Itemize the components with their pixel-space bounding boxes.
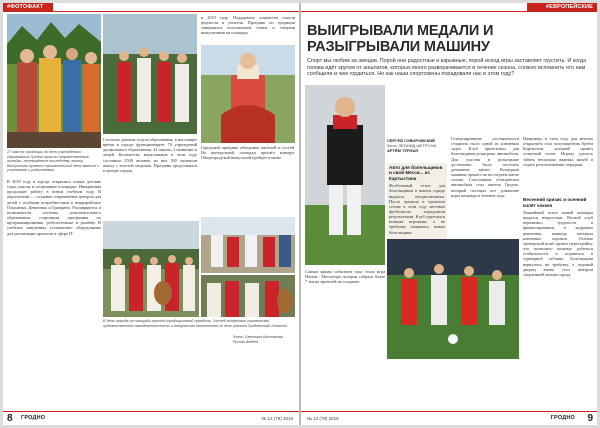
magazine-spread [3, 3, 597, 425]
author-block [387, 138, 447, 153]
section-tag: #ФОТОФАКТ [3, 3, 53, 11]
header-rule [3, 11, 299, 12]
caption-graduates: 27 мая по традиции во всех учреждениях образования Гродно прошли торжественные линейки, посвящённые последнему звонку. Выпускники провели трогательный день вместе с учителями и родителями. [7, 150, 100, 172]
issue-number: № 12 (78) 2019 [307, 416, 339, 421]
right-page [301, 3, 597, 425]
page-number: 8 [7, 413, 13, 424]
article-headline: ВЫИГРЫВАЛИ МЕДАЛИ И РАЗЫГРЫВАЛИ МАШИНУ [307, 23, 494, 55]
photo-festival-crowd [7, 14, 101, 148]
section-tag: #ЕВРОПЕЙСКИЕ ИГРЫ [527, 3, 597, 11]
text-col-right: Городской праздник объединил жителей и гостей. На центральной площади прошёл концерт. Общегородской выпускной пройдёт в июне. [201, 145, 295, 161]
text-col-2: Стимулирование посещаемости стадиона стало одной из ключевых задач. Клуб приготовил для болельщиков розыгрыш автомобиля. Для участия в розыгрыше достаточно было посетить домашние матчи. Розыгрыш машины прошёл на последнем матче сезона. Счастливым обладателем автомобиля стал житель Гродно, который посещал все домашние игры команды в течение года. [451, 136, 519, 198]
brand-name: ГРОДНО [550, 415, 575, 421]
text-col-top-right: в 2019 году. Поддержать лицеистов смогли родители и учителя. Праздник по традиции завершился исполнением гимна и танцами выпускников на площади. [201, 15, 295, 36]
photo-credit-line: Фото: ЛЕОНИД ШЕПТУНА [387, 143, 437, 148]
photo-dancer [201, 45, 295, 143]
right-footer [301, 411, 597, 425]
photo-credit-name: АРТЁМ ТУРЛАЯ [387, 148, 418, 153]
photo-orchestra-right [201, 275, 295, 317]
caption-city-day: В день города на площади прошёл традиционный праздник. Гостей встречали коллективы художественной самодеятельности и творческие коллективы со всех уголков Гродненской области. [103, 319, 288, 328]
issue-number: № 12 (78) 2019 [261, 416, 293, 421]
header-rule [301, 11, 597, 12]
photo-football-player [305, 85, 385, 265]
photo-street-dance [201, 217, 295, 273]
text-col-1-bottom: Самым ярким событием года стала игра Неман - Металлург, которая собрала более 7 тысяч зрителей на стадионе. [305, 269, 385, 285]
subheading-hockey: Весенний кризис и осенний взлёт хоккея [523, 197, 587, 208]
text-col-middle: Согласно данным отдела образования, в настоящее время в городе функционирует 70 учреждений дошкольного образования, 43 школы, 2 гимназии и лицей. Количество выпускников в этом году составило 2500 человек, из них 300 окончили школу с золотой медалью. Праздник продолжился в центре города. [103, 137, 197, 173]
brand-name: ГРОДНО [21, 415, 46, 421]
article-lead: Спорт мы любим за эмоции. Порой они радостные и взрывные, порой исход игры заставляет грустить. И когда голова идёт кругом от аншлагов, которых много разворачивается в течение сезона, сложно вспомнить что нам сообщили и чем гордиться. Но как наши спортсмены порадовали нас в этом году? [307, 58, 587, 78]
sidebar-text: Футбольный сезон для болельщиков в нашем городе выдался неоднозначным. После провала в прошлом сезоне в этом году местные футболисты порадовали результатами. Клуб укрепился новыми игроками, а на трибунах появились новые болельщики. [389, 183, 445, 235]
photo-folk-orchestra [103, 221, 199, 317]
text-col-left: В 2018 году в городе открылись новые детские сады, школы и спортивные площадки. Инициатива продолжит работу в новом учебном году. В перспективе — создание современных центров для детей с особыми потребностями в микрорайонах Ольшанка, Девятовка и Грандичи. Расширяются и возможности системы дополнительного образования: стартовали программы по программированию, робототехнике и дизайну. В учебных заведениях установлено оборудование для реализации проектов в сфере IT. [7, 179, 101, 236]
hockey-subsection [523, 195, 593, 330]
photo-stage-performance [103, 14, 197, 134]
page-number: 9 [587, 413, 593, 424]
left-footer [3, 411, 299, 425]
caption-photo-credit: Фото: Светлана Шестакова, Руслан Авдеев [233, 335, 284, 344]
left-page [3, 3, 299, 425]
sidebar-title: Авто для болельщиков и свой Месси... из Картыстина [389, 165, 443, 181]
hockey-text: Хоккейный сезон нашей команды выдался непростым. Весной клуб переживал трудности в финансировании и кадровых решениях, команда потеряла ключевых игроков. Осенью тренерский штаб провёл перестройку, что позволило команде добиться стабильности и подняться в турнирной таблице. Болельщики вернулись на трибуны, а ледовый дворец вновь стал центром спортивной жизни города. [523, 210, 593, 277]
author-name: СЕРГЕЙ СУВОРОВСКИЙ [387, 138, 435, 143]
text-col-3: Например, в этом году для многих открытием стал полузащитник Артём Картыстин, который провёл отличный сезон. Игроку удалось забить несколько важных мячей и отдать результативные передачи. [523, 136, 593, 167]
photo-match [387, 239, 519, 359]
